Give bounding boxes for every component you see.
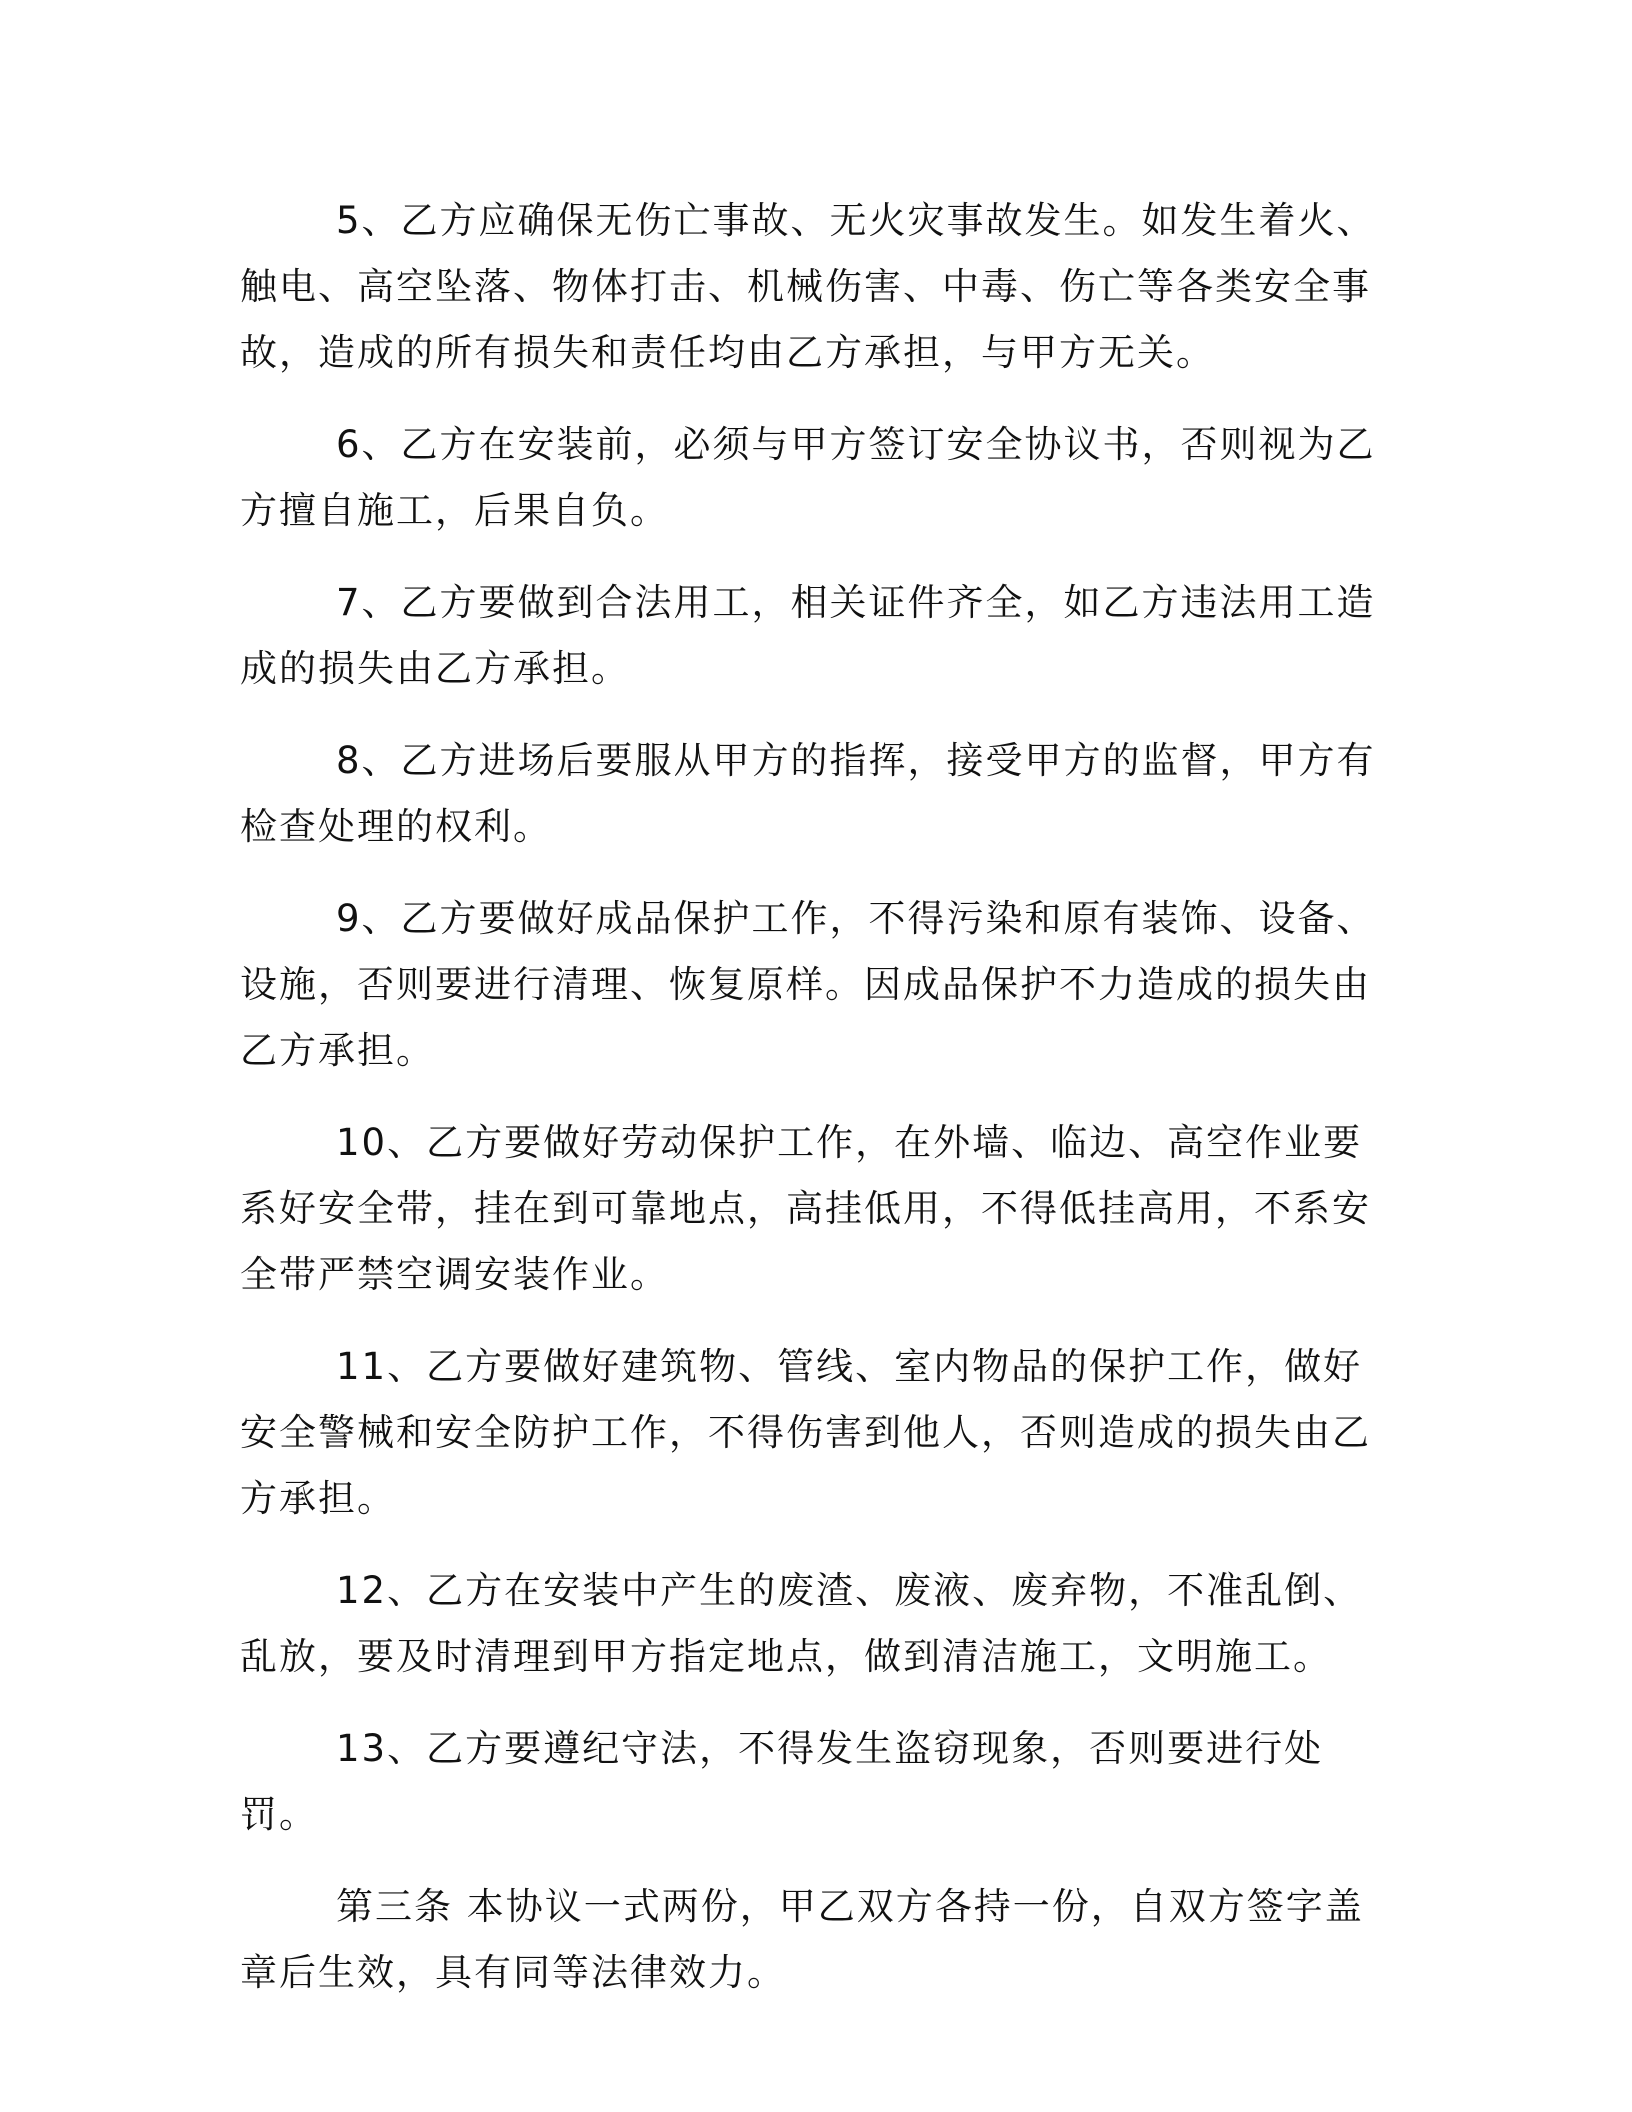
clause-7: 7、乙方要做到合法用工，相关证件齐全，如乙方违法用工造成的损失由乙方承担。 bbox=[240, 581, 1376, 690]
article-3: 第三条 本协议一式两份，甲乙双方各持一份，自双方签字盖章后生效，具有同等法律效力。 bbox=[240, 1885, 1364, 1994]
clause-5: 5、乙方应确保无伤亡事故、无火灾事故发生。如发生着火、触电、高空坠落、物体打击、机械伤害、中毒、伤亡等各类安全事故，造成的所有损失和责任均由乙方承担，与甲方无关。 bbox=[240, 199, 1376, 374]
clause-11: 11、乙方要做好建筑物、管线、室内物品的保护工作，做好安全警械和安全防护工作，不得伤害到他人，否则造成的损失由乙方承担。 bbox=[240, 1345, 1371, 1520]
clause-8: 8、乙方进场后要服从甲方的指挥，接受甲方的监督，甲方有检查处理的权利。 bbox=[240, 739, 1376, 848]
clause-12: 12、乙方在安装中产生的废渣、废液、废弃物，不准乱倒、乱放，要及时清理到甲方指定地点，做到清洁施工，文明施工。 bbox=[240, 1569, 1363, 1678]
clause-6: 6、乙方在安装前，必须与甲方签订安全协议书，否则视为乙方擅自施工，后果自负。 bbox=[240, 423, 1376, 532]
clause-10: 10、乙方要做好劳动保护工作，在外墙、临边、高空作业要系好安全带，挂在到可靠地点，高挂低用，不得低挂高用，不系安全带严禁空调安装作业。 bbox=[240, 1121, 1371, 1296]
document-body bbox=[240, 188, 1400, 2032]
clause-13: 13、乙方要遵纪守法，不得发生盗窃现象，否则要进行处罚。 bbox=[240, 1727, 1324, 1836]
clause-9: 9、乙方要做好成品保护工作，不得污染和原有装饰、设备、设施，否则要进行清理、恢复原样。因成品保护不力造成的损失由乙方承担。 bbox=[240, 897, 1376, 1072]
